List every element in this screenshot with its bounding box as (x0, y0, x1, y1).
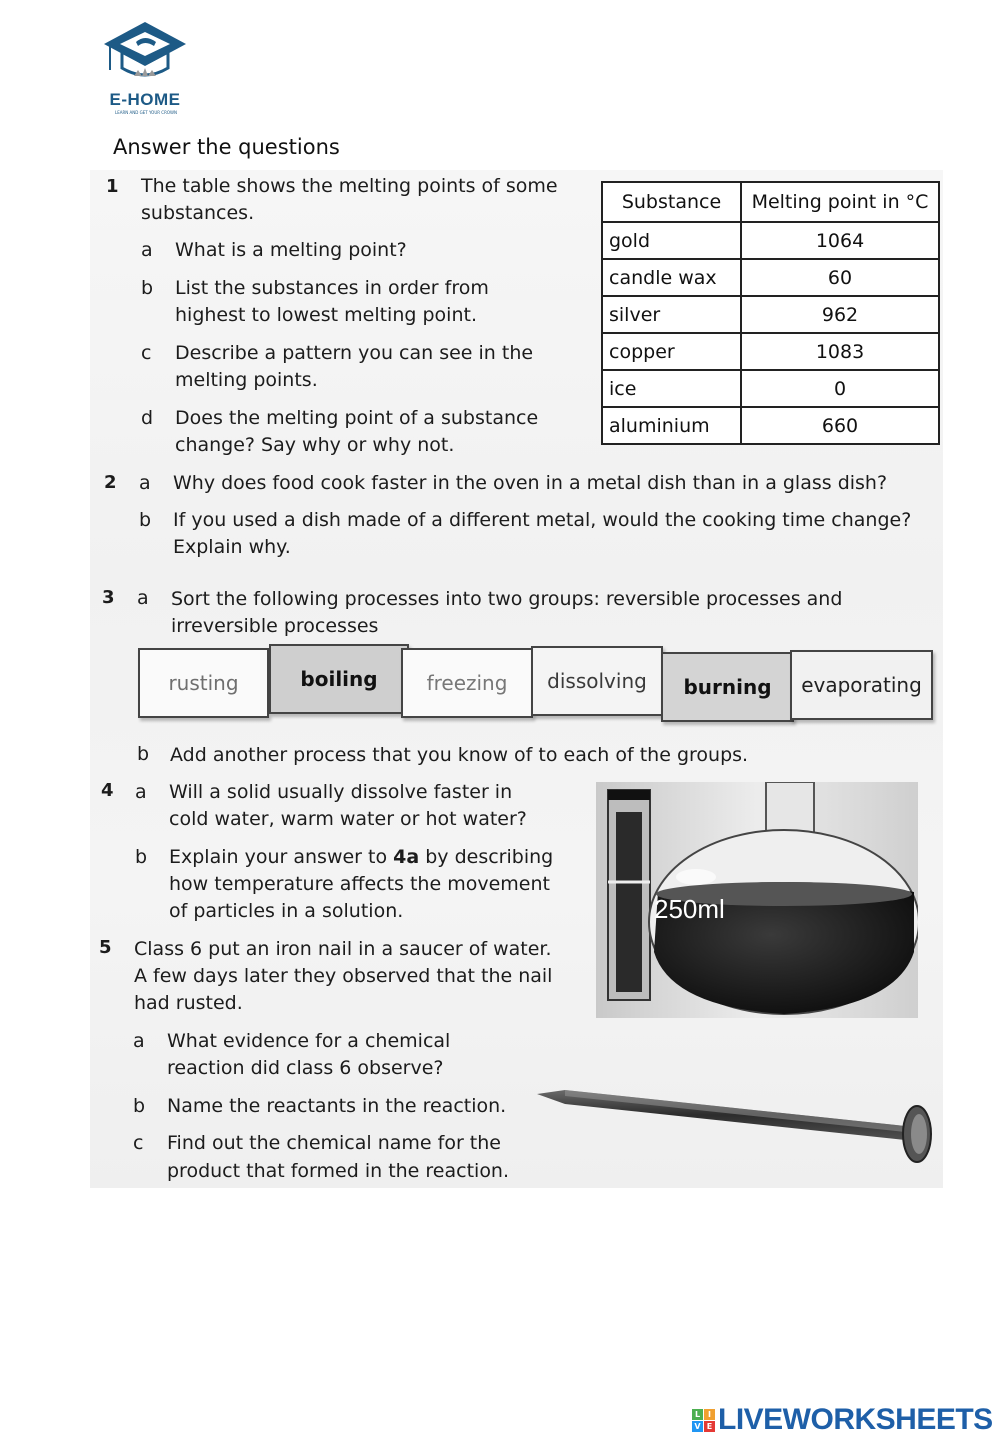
liveworksheets-logo (692, 1403, 992, 1437)
q4b-ref: 4a (393, 846, 420, 868)
q4a-letter: a (135, 781, 147, 803)
q1-intro-line-1: The table shows the melting points of some (141, 175, 558, 197)
q4b-line-1 (169, 844, 553, 871)
q5c-letter: c (133, 1132, 144, 1154)
table-row (602, 296, 939, 333)
q5-intro-line-2: A few days later they observed that the nail (134, 965, 553, 987)
substance-cell: copper (602, 333, 741, 370)
melting-point-cell: 1083 (741, 333, 939, 370)
liveworksheets-wordmark: LIVEWORKSHEETS (718, 1403, 993, 1436)
q3b-letter: b (137, 743, 150, 765)
process-cards (138, 648, 933, 718)
process-card: burning (661, 652, 794, 722)
q3b-text: Add another process that you know of to each of the groups. (170, 744, 749, 766)
logo-tagline: LEARN AND GET YOUR CROWN (115, 110, 177, 115)
page-title: Answer the questions (113, 135, 340, 159)
process-card: rusting (138, 648, 269, 718)
q1-intro-line-2: substances. (141, 202, 255, 224)
q2a-letter: a (139, 472, 151, 494)
q5a-letter: a (133, 1030, 145, 1052)
q4-number: 4 (101, 780, 114, 801)
substance-cell: aluminium (602, 407, 741, 444)
q2-number: 2 (104, 472, 117, 493)
melting-point-table (601, 181, 940, 445)
q1c-letter: c (141, 342, 152, 364)
table-row (602, 222, 939, 259)
table-row (602, 370, 939, 407)
e-home-logo (100, 18, 190, 114)
table-row (602, 259, 939, 296)
q2b-line-2: Explain why. (173, 536, 291, 558)
q4b-line-3: of particles in a solution. (169, 900, 404, 922)
q1d-line-1: Does the melting point of a substance (175, 407, 539, 429)
process-card: evaporating (790, 650, 933, 720)
q5-intro-line-3: had rusted. (134, 992, 243, 1014)
q3a-line-2: irreversible processes (171, 615, 379, 637)
substance-cell: ice (602, 370, 741, 407)
flask-volume-label: 250ml (654, 894, 725, 924)
liveworksheets-badge: L I V E (692, 1409, 716, 1433)
process-card: freezing (401, 648, 533, 718)
q5a-line-1: What evidence for a chemical (167, 1030, 451, 1052)
q2b-line-1: If you used a dish made of a different metal, would the cooking time change? (173, 509, 912, 531)
table-row (602, 333, 939, 370)
melting-point-cell: 60 (741, 259, 939, 296)
q1b-line-2: highest to lowest melting point. (175, 304, 477, 326)
table-header-row (602, 182, 939, 222)
q5-intro-line-1: Class 6 put an iron nail in a saucer of water. (134, 938, 552, 960)
q3-number: 3 (102, 587, 115, 608)
q1c-line-2: melting points. (175, 369, 318, 391)
q2b-letter: b (139, 509, 152, 531)
q1c-line-1: Describe a pattern you can see in the (175, 342, 534, 364)
q5a-line-2: reaction did class 6 observe? (167, 1057, 444, 1079)
q1b-letter: b (141, 277, 154, 299)
substance-cell: gold (602, 222, 741, 259)
substance-cell: candle wax (602, 259, 741, 296)
q1a-text: What is a melting point? (175, 239, 407, 261)
column-header-substance: Substance (602, 182, 741, 222)
substance-cell: silver (602, 296, 741, 333)
process-card: boiling (269, 644, 409, 714)
melting-point-cell: 962 (741, 296, 939, 333)
table-row (602, 407, 939, 444)
q3a-letter: a (137, 587, 149, 609)
column-header-melting-point: Melting point in °C (741, 182, 939, 222)
q1d-letter: d (141, 407, 154, 429)
q3a-line-1: Sort the following processes into two groups: reversible processes and (171, 588, 843, 610)
q1d-line-2: change? Say why or why not. (175, 434, 455, 456)
q1b-line-1: List the substances in order from (175, 277, 489, 299)
q4a-line-1: Will a solid usually dissolve faster in (169, 781, 513, 803)
q5-number: 5 (99, 937, 112, 958)
q4b-post: by describing (419, 846, 554, 868)
q5b-letter: b (133, 1095, 146, 1117)
graduation-cap-icon (100, 18, 190, 90)
q5c-line-2: product that formed in the reaction. (167, 1160, 510, 1182)
logo-wordmark: E-HOME (109, 90, 181, 109)
rusty-nail-icon (535, 1080, 935, 1175)
q4b-letter: b (135, 846, 148, 868)
q1a-letter: a (141, 239, 153, 261)
q5b-text: Name the reactants in the reaction. (167, 1095, 507, 1117)
q4b-pre: Explain your answer to (169, 846, 394, 868)
melting-point-cell: 660 (741, 407, 939, 444)
q2a-text: Why does food cook faster in the oven in a metal dish than in a glass dish? (173, 472, 888, 494)
flask-photo (596, 782, 918, 1018)
process-card: dissolving (531, 646, 663, 716)
q1-number: 1 (106, 176, 119, 197)
melting-point-cell: 0 (741, 370, 939, 407)
flask-icon (596, 782, 918, 1018)
q4b-line-2: how temperature affects the movement (169, 873, 550, 895)
q5c-line-1: Find out the chemical name for the (167, 1132, 501, 1154)
q4a-line-2: cold water, warm water or hot water? (169, 808, 527, 830)
melting-point-cell: 1064 (741, 222, 939, 259)
